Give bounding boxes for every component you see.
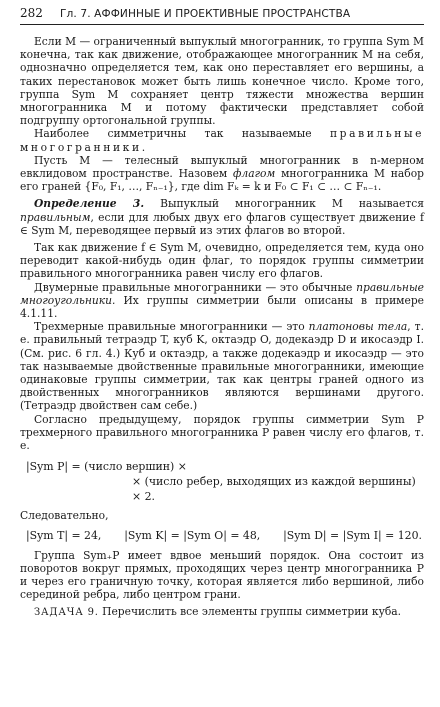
text-span: многогранника M набор его граней {F₀, F₁, …, Fₙ₋₁}, где dim Fₖ = k и F₀ ⊂ F₁ ⊂ … ⊂ Fₙ₋₁. — [20, 167, 424, 194]
italic-term-platonic: платоновы тела — [308, 320, 408, 334]
italic-term-polygons: правильные многоугольники. — [20, 280, 424, 307]
text-span: , если для любых двух его флагов существует движение f ∈ Sym M, переводящее первый из этих флагов во второй. — [20, 210, 424, 237]
eq-dodeca-icosa: |Sym D| = |Sym I| = 120. — [283, 528, 422, 542]
page-header — [20, 6, 424, 25]
italic-term-flag: флагом — [233, 167, 276, 181]
formula-sym-order — [20, 459, 424, 504]
text-span: , т. е. правильный тетраэдр T, куб K, октаэдр O, додекаэдр D и икосаэдр I. (См. рис. 6 гл. 4.) Куб и октаэдр, а также додекаэдр и икосаэдр — это так называемые двойственные правильные многогранники, имеющие одинаковые группы симметрии, так как центры граней одного из двойственных многогранников являются вершинами другого. (Тетраэдр двойствен сам себе.) — [20, 320, 424, 413]
page-number: 282 — [20, 6, 43, 20]
paragraph-3d — [20, 320, 424, 412]
paragraph-flag — [20, 154, 424, 194]
task-text: Перечислить все элементы группы симметрии куба. — [98, 605, 402, 619]
running-head: Гл. 7. АФФИННЫЕ И ПРОЕКТИВНЫЕ ПРОСТРАНСТВА — [60, 8, 351, 20]
text-span: Двумерные правильные многогранники — это обычные — [34, 280, 357, 294]
text-span: Их группы симметрии были описаны в примере 4.1.11. — [20, 293, 424, 321]
formula-line-1: |Sym P| = (число вершин) × — [26, 460, 187, 474]
spaced-term: правильные многогранники. — [20, 127, 424, 154]
eq-tetrahedron: |Sym T| = 24, — [26, 528, 102, 542]
italic-term-regular: правильным — [20, 210, 91, 224]
text-consequently: Следовательно, — [20, 509, 109, 523]
paragraph-order: Так как движение f ∈ Sym M, очевидно, определяется тем, куда оно переводит какой-нибудь один флаг, то порядок группы симметрии правильного многогранника равен числу его флагов. — [20, 241, 424, 281]
paragraph-finite-group: Если M — ограниченный выпуклый многогранник, то группа Sym M конечна, так как движение, отображающее многогранник M на себя, однозначно определяется тем, как оно переставляет его вершины, а таких перестановок может быть лишь конечное число. Кроме того, группа Sym M сохраняет центр тяжести множества вершин многогранника M и потому фактически представляет собой подгруппу ортогональной группы. — [20, 35, 424, 128]
text-span: Наиболее симметричны так называемые — [34, 127, 330, 141]
paragraph-regular-intro — [20, 127, 424, 153]
text-span: Трехмерные правильные многогранники — это — [34, 320, 309, 334]
definition-label: Определение 3. — [34, 197, 145, 211]
task-label: ЗАДАЧА 9. — [34, 607, 99, 619]
text-span: Пусть M — телесный выпуклый многогранник в n-мерном евклидовом пространстве. Назовем — [20, 153, 424, 181]
paragraph-rotations: Группа Sym₊P имеет вдвое меньший порядок. Она состоит из поворотов вокруг прямых, проходящих через центр многогранника P и через его граничную точку, которая является либо вершиной, либо серединой ребра, либо центром грани. — [20, 548, 424, 602]
eq-cube-octahedron: |Sym K| = |Sym O| = 48, — [124, 528, 261, 542]
task-9 — [20, 605, 424, 619]
equation-orders — [20, 529, 424, 543]
paragraph-sym-order: Согласно предыдущему, порядок группы симметрии Sym P трехмерного правильного многогранника P равен числу его флагов, т. е. — [20, 412, 424, 453]
formula-line-2: × (число ребер, выходящих из каждой вершины) × 2. — [132, 475, 416, 504]
text-span: Выпуклый многогранник M называется — [144, 197, 424, 211]
paragraph-2d — [20, 281, 424, 321]
definition-3 — [20, 197, 424, 237]
